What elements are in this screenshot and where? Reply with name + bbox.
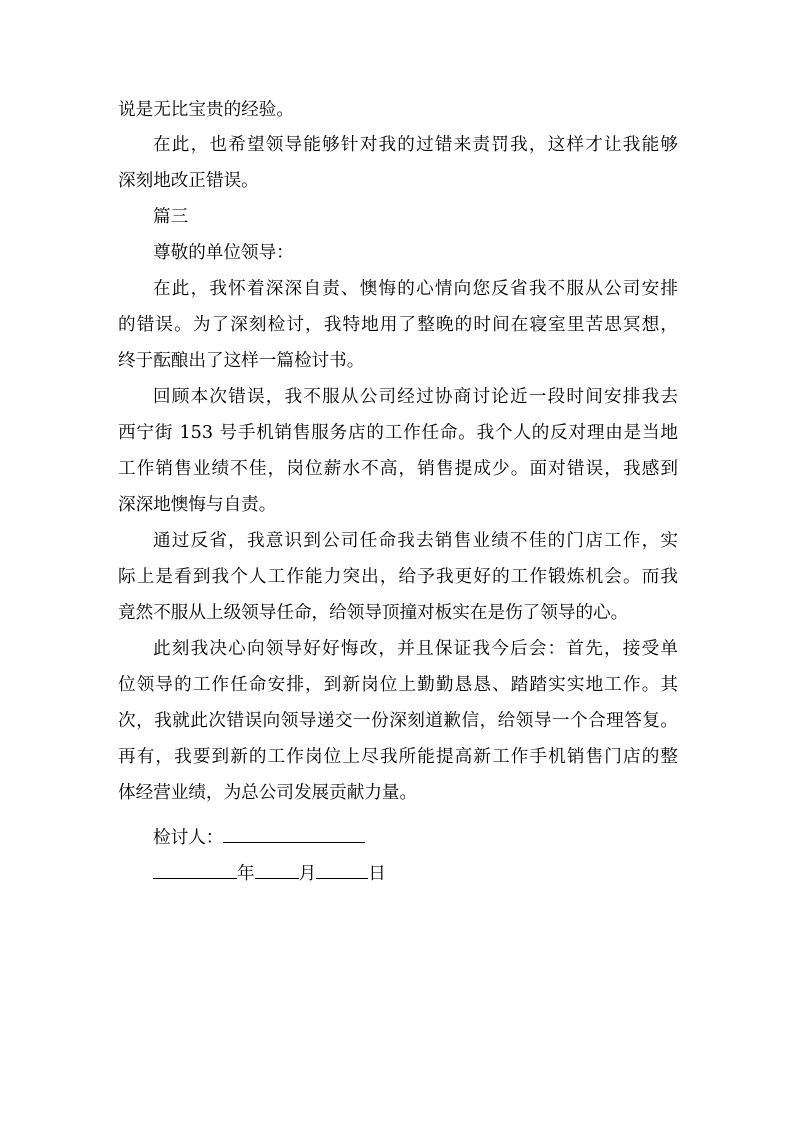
year-blank <box>153 860 237 879</box>
text-line: 再有，我要到新的工作岗位上尽我所能提高新工作手机销售门店的整 <box>118 747 678 767</box>
text-line: 次，我就此次错误向领导递交一份深刻道歉信，给领导一个合理答复。 <box>118 711 678 731</box>
text-line: 西宁街 153 号手机销售服务店的工作任命。我个人的反对理由是当地 <box>118 423 678 443</box>
text-line: 通过反省，我意识到公司任命我去销售业绩不佳的门店工作，实 <box>153 531 678 551</box>
text-line: 深深地懊悔与自责。 <box>118 495 277 515</box>
text-line: 际上是看到我个人工作能力突出，给予我更好的工作锻炼机会。而我 <box>118 567 678 587</box>
text-line: 体经营业绩，为总公司发展贡献力量。 <box>118 783 418 803</box>
text-line: 终于酝酿出了这样一篇检讨书。 <box>118 351 365 371</box>
month-blank <box>255 860 299 879</box>
text-line: 竟然不服从上级领导任命，给领导顶撞对板实在是伤了领导的心。 <box>118 603 629 623</box>
text-line: 位领导的工作任命安排，到新岗位上勤勤恳恳、踏踏实实地工作。其 <box>118 675 678 695</box>
text-line: 说是无比宝贵的经验。 <box>118 100 294 120</box>
text-line: 在此，也希望领导能够针对我的过错来责罚我，这样才让我能够 <box>153 135 678 155</box>
text-line: 回顾本次错误，我不服从公司经过协商讨论近一段时间安排我去 <box>153 387 678 407</box>
signature-row <box>153 824 365 850</box>
signature-blank <box>223 824 365 843</box>
date-month-label: 月 <box>298 864 317 884</box>
salutation: 尊敬的单位领导： <box>153 243 294 263</box>
date-day-label: 日 <box>368 864 386 884</box>
text-line: 的错误。为了深刻检讨，我特地用了整晚的时间在寝室里苦思冥想， <box>118 315 678 335</box>
section-heading: 篇三 <box>153 207 189 227</box>
text-line: 工作销售业绩不佳，岗位薪水不高，销售提成少。面对错误，我感到 <box>118 459 678 479</box>
text-line: 此刻我决心向领导好好悔改，并且保证我今后会：首先，接受单 <box>153 639 678 659</box>
text-line: 深刻地改正错误。 <box>118 171 259 191</box>
date-row <box>153 860 386 886</box>
date-year-label: 年 <box>237 864 255 884</box>
day-blank <box>316 860 368 879</box>
text-line: 在此，我怀着深深自责、懊悔的心情向您反省我不服从公司安排 <box>153 279 678 299</box>
signature-label: 检讨人： <box>153 828 224 848</box>
